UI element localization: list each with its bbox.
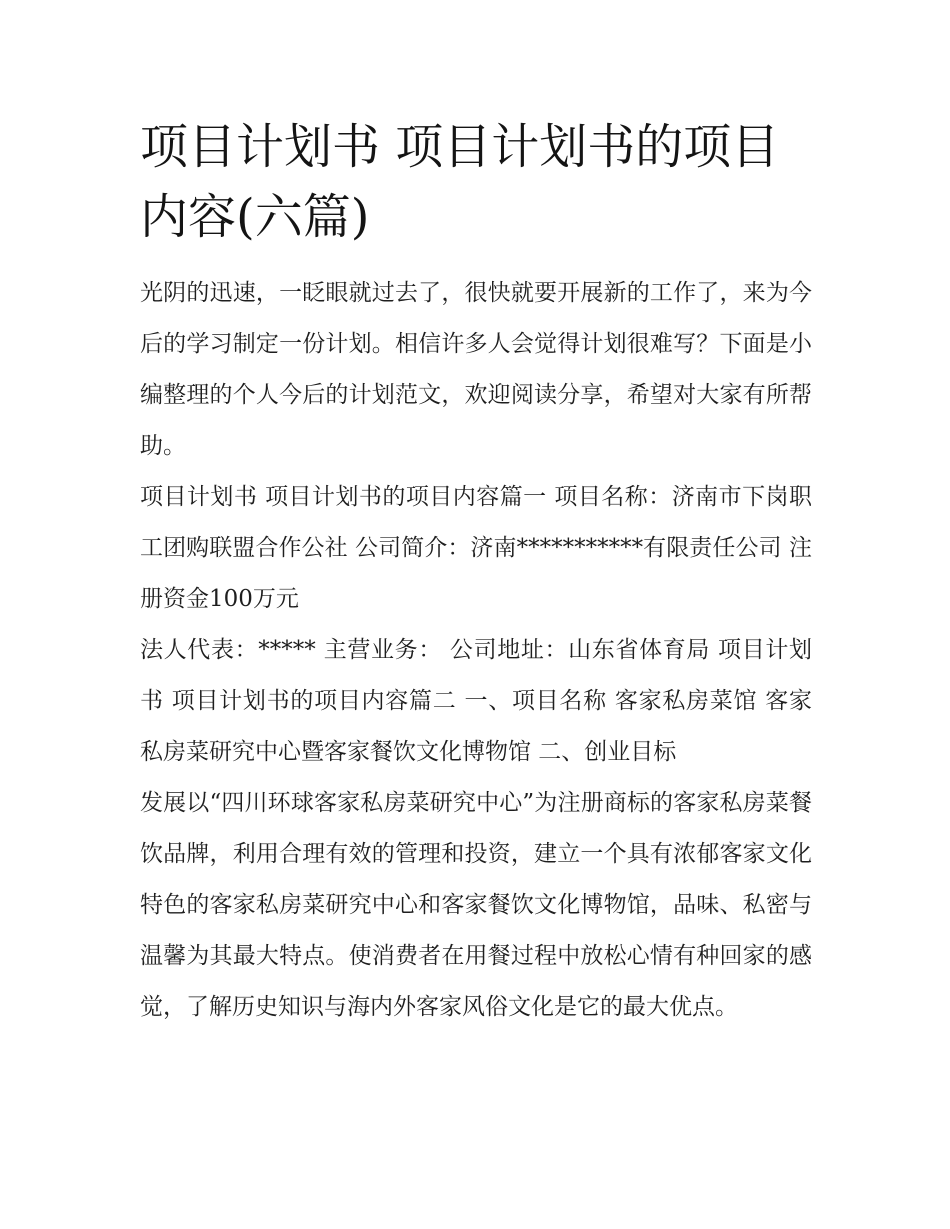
document-page — [140, 112, 812, 1033]
paragraph-project-one: 项目计划书 项目计划书的项目内容篇一 项目名称：济南市下岗职工团购联盟合作公社 公司简介：济南***********有限责任公司 注册资金100万元 — [140, 484, 812, 612]
paragraph-legal-rep: 法人代表：***** 主营业务： 公司地址：山东省体育局 项目计划书 项目计划书的项目内容篇二 一、项目名称 客家私房菜馆 客家私房菜研究中心暨客家餐饮文化博物馆 二、创业目标 — [140, 637, 812, 765]
document-title: 项目计划书 项目计划书的项目内容(六篇) — [140, 119, 780, 245]
paragraph-intro: 光阴的迅速，一眨眼就过去了，很快就要开展新的工作了，来为今后的学习制定一份计划。相信许多人会觉得计划很难写？下面是小编整理的个人今后的计划范文，欢迎阅读分享，希望对大家有所帮助。 — [140, 280, 812, 459]
paragraph-development: 发展以“四川环球客家私房菜研究中心”为注册商标的客家私房菜餐饮品牌，利用合理有效的管理和投资，建立一个具有浓郁客家文化特色的客家私房菜研究中心和客家餐饮文化博物馆，品味、私密与温馨为其最大特点。使消费者在用餐过程中放松心情有种回家的感觉，了解历史知识与海内外客家风俗文化是它的最大优点。 — [140, 790, 812, 1020]
document-body — [140, 268, 812, 1033]
